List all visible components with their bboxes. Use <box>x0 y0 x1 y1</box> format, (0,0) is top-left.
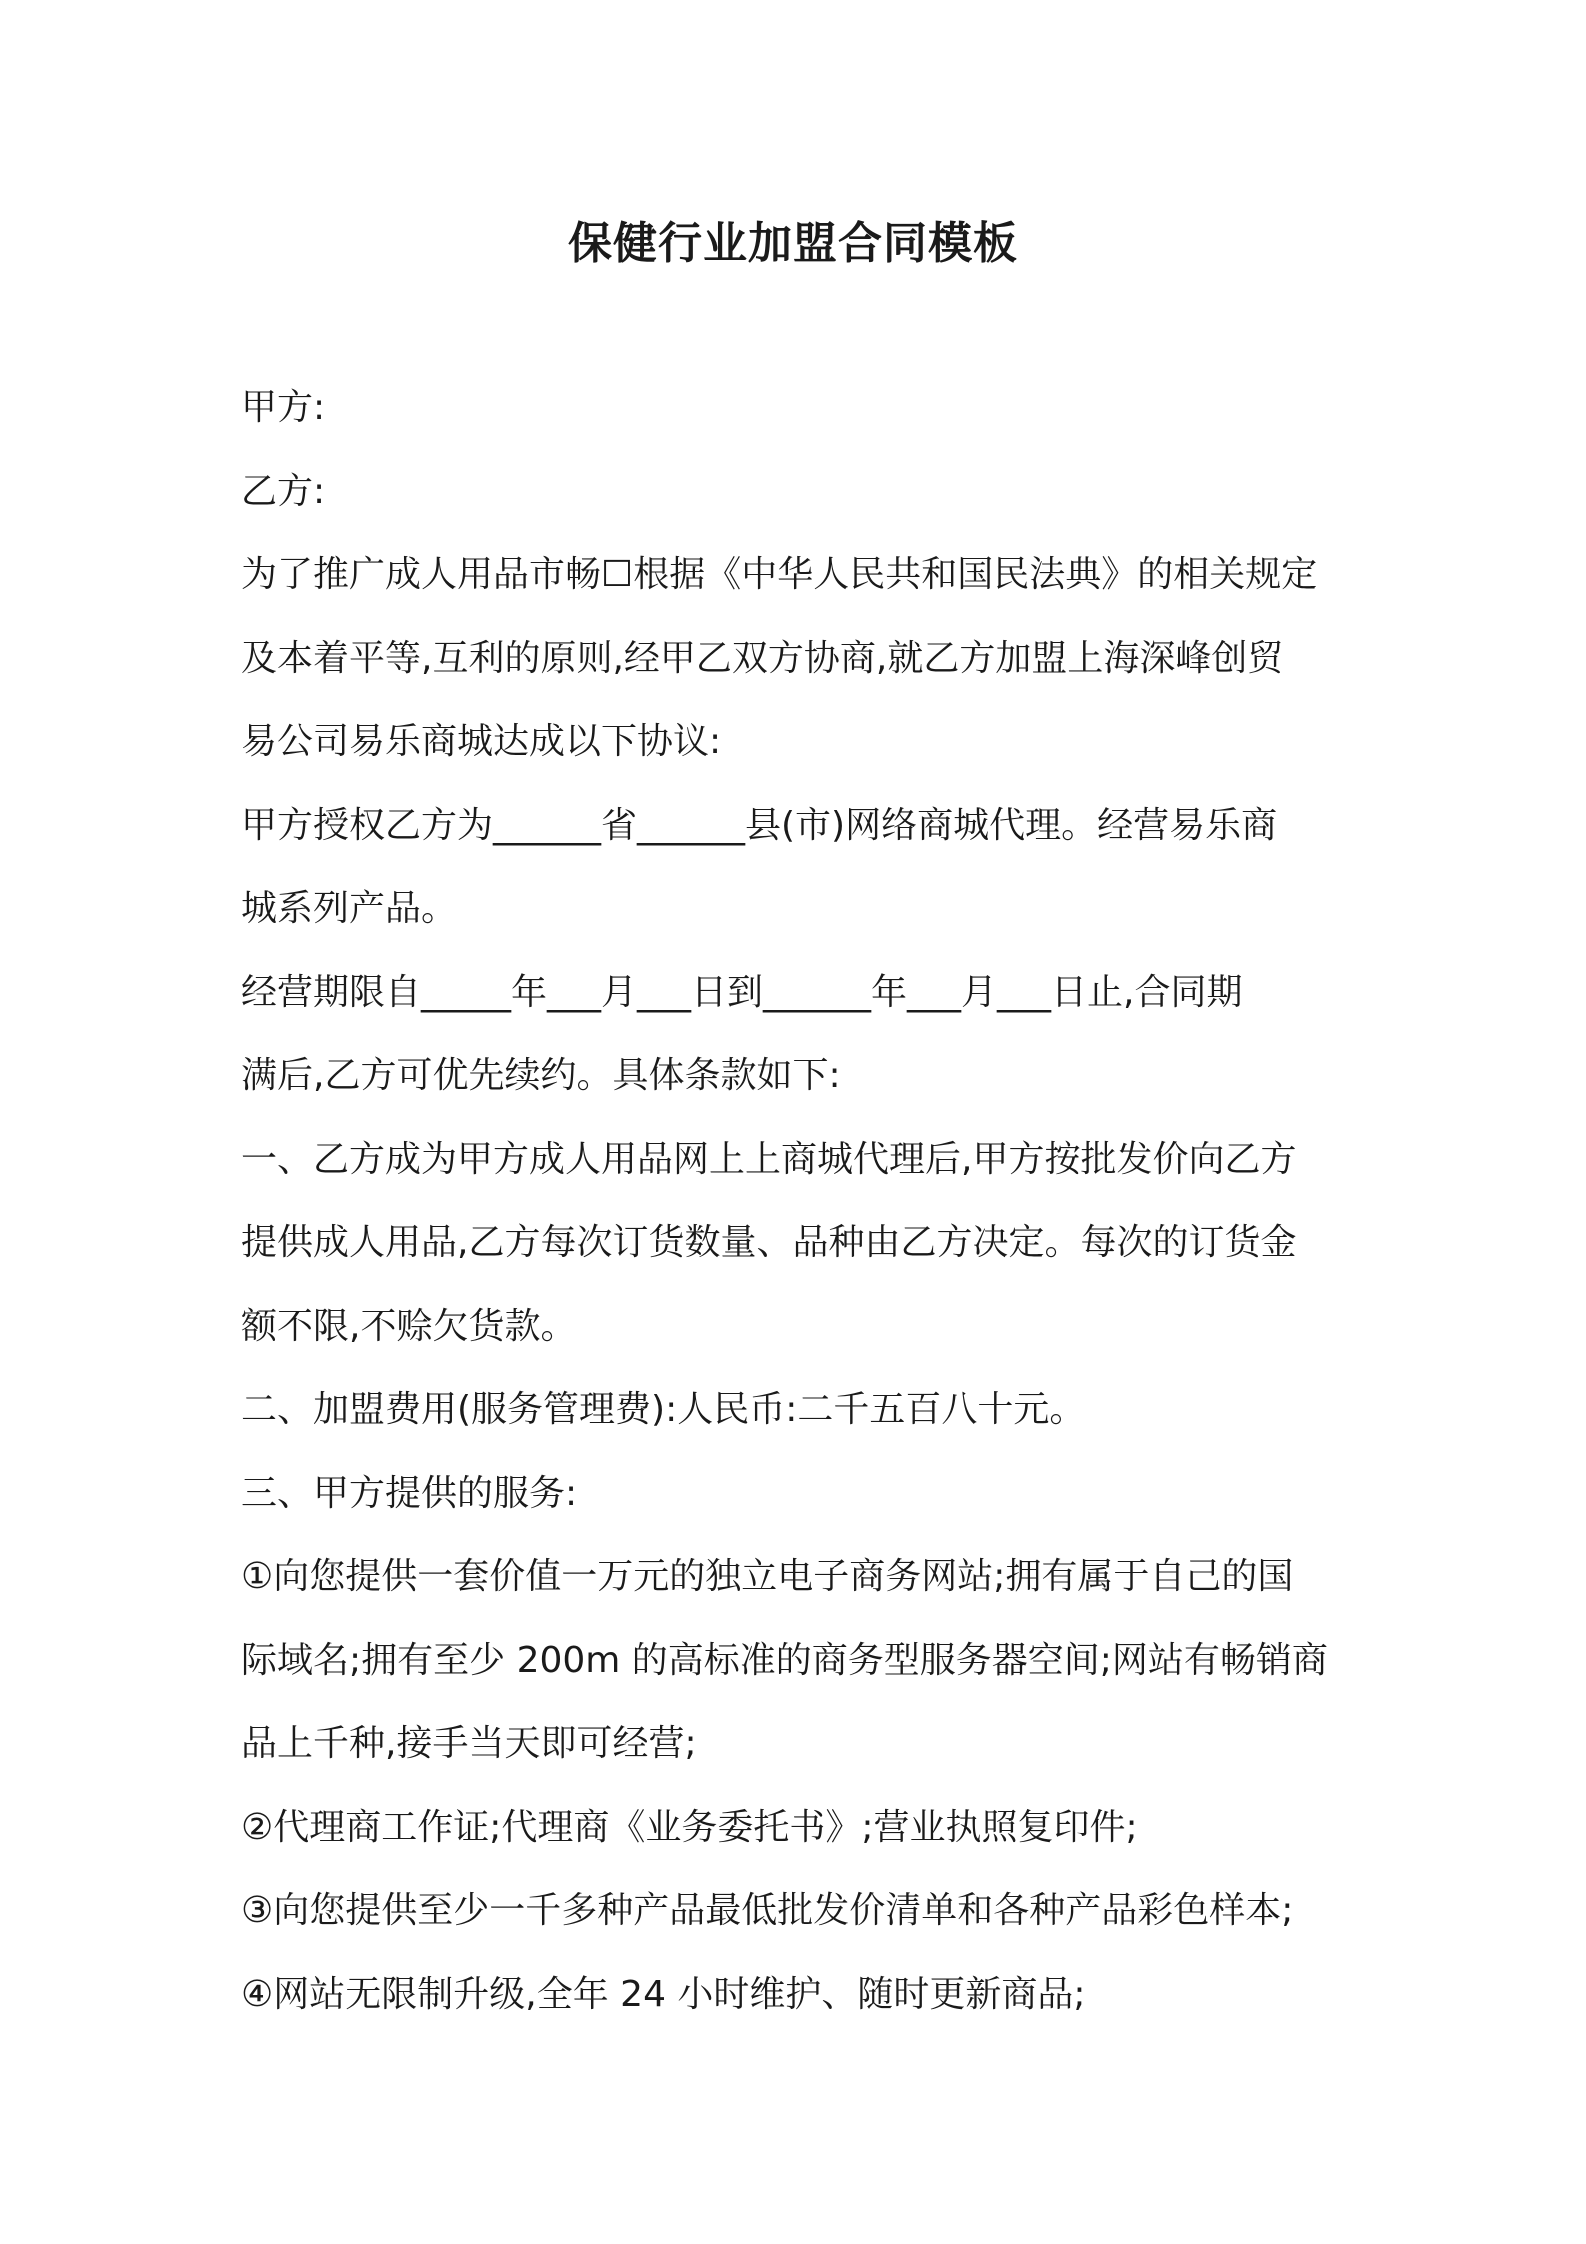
service-item-4-line: ④网站无限制升级,全年 24 小时维护、随时更新商品; <box>241 1973 1086 2015</box>
clause-1-line: 提供成人用品,乙方每次订货数量、品种由乙方决定。每次的订货金 <box>241 1222 1297 1263</box>
clause-2-line: 二、加盟费用(服务管理费):人民币:二千五百八十元。 <box>241 1389 1086 1430</box>
service-item-3-line: ③向您提供至少一千多种产品最低批发价清单和各种产品彩色样本; <box>241 1890 1294 1931</box>
service-item-1-line: 品上千种,接手当天即可经营; <box>241 1723 697 1764</box>
preamble-line: 及本着平等,互利的原则,经甲乙双方协商,就乙方加盟上海深峰创贸 <box>241 637 1284 679</box>
service-item-1-line: ①向您提供一套价值一万元的独立电子商务网站;拥有属于自己的国 <box>241 1556 1294 1597</box>
service-item-1-line: 际域名;拥有至少 200m 的高标准的商务型服务器空间;网站有畅销商 <box>241 1639 1328 1681</box>
term-line: 经营期限自_____年___月___日到______年___月___日止,合同期 <box>241 971 1243 1013</box>
authorization-line: 甲方授权乙方为______省______县(市)网络商城代理。经营易乐商 <box>241 804 1278 846</box>
service-item-2-line: ②代理商工作证;代理商《业务委托书》;营业执照复印件; <box>241 1806 1138 1848</box>
preamble-line: 易公司易乐商城达成以下协议: <box>241 721 722 762</box>
authorization-line: 城系列产品。 <box>241 888 458 929</box>
clause-1-line: 额不限,不赊欠货款。 <box>241 1305 577 1347</box>
preamble-line: 为了推广成人用品市畅☐根据《中华人民共和国民法典》的相关规定 <box>241 554 1318 595</box>
term-line: 满后,乙方可优先续约。具体条款如下: <box>241 1055 841 1096</box>
clause-1-line: 一、乙方成为甲方成人用品网上上商城代理后,甲方按批发价向乙方 <box>241 1138 1297 1180</box>
party-b-line: 乙方: <box>241 470 326 512</box>
document-title: 保健行业加盟合同模板 <box>568 218 1018 269</box>
document-body <box>241 366 1351 2036</box>
clause-3-heading: 三、甲方提供的服务: <box>241 1472 578 1514</box>
party-a-line: 甲方: <box>241 387 326 428</box>
